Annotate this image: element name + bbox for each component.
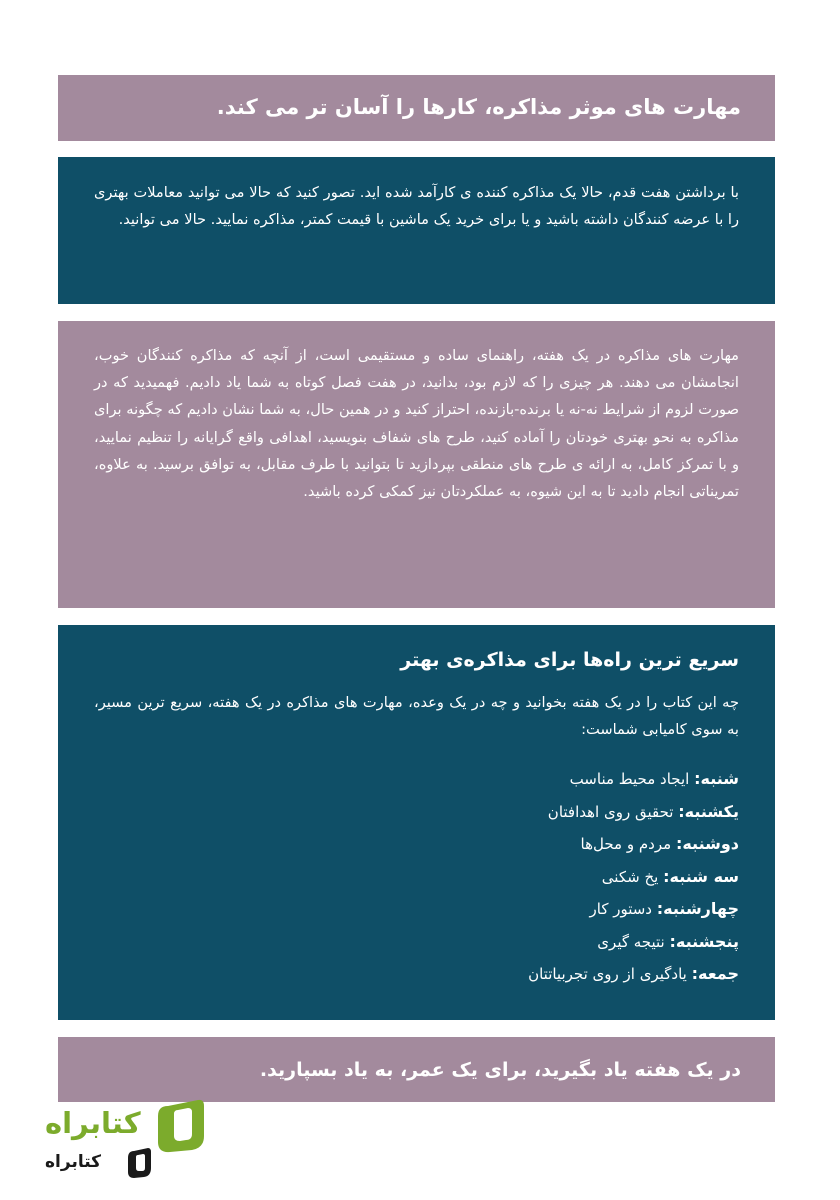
- schedule-item-thursday: [94, 926, 739, 959]
- schedule-item-friday: [94, 958, 739, 991]
- logo-wordmark-small: کتابراه: [45, 1152, 102, 1172]
- section-title: سریع ترین راه‌ها برای مذاکره‌ی بهتر: [400, 649, 739, 671]
- ketabrah-logo: [40, 1092, 220, 1192]
- fast-ways-box: [58, 625, 775, 1020]
- book-leaf-small-icon: [124, 1146, 154, 1180]
- logo-wordmark: کتابراه: [45, 1106, 141, 1140]
- book-leaf-icon: [152, 1096, 210, 1154]
- schedule-item-saturday: [94, 763, 739, 796]
- schedule-day: چهارشنبه:: [656, 899, 739, 919]
- schedule-topic: یخ شکنی: [601, 867, 659, 886]
- weekly-schedule: [94, 763, 739, 991]
- schedule-item-wednesday: [94, 893, 739, 926]
- schedule-topic: نتیجه گیری: [597, 932, 665, 951]
- schedule-item-monday: [94, 828, 739, 861]
- intro-paragraph: با برداشتن هفت قدم، حالا یک مذاکره کننده ی کارآمد شده اید. تصور کنید که حالا می توانید معاملات بهتری را با عرضه کنندگان داشته باشید و یا برای خرید یک ماشین با قیمت کمتر، مذاکره نمایید. حالا می توانید.: [94, 184, 739, 229]
- schedule-day: پنجشنبه:: [669, 931, 739, 951]
- schedule-day: دوشنبه:: [675, 834, 739, 854]
- schedule-topic: ایجاد محیط مناسب: [569, 770, 690, 789]
- title-text: مهارت های موثر مذاکره، کارها را آسان تر می کند.: [216, 95, 741, 120]
- schedule-item-tuesday: [94, 861, 739, 894]
- schedule-topic: تحقیق روی اهدافتان: [547, 802, 674, 821]
- schedule-item-sunday: [94, 796, 739, 829]
- summary-box: [58, 321, 775, 608]
- schedule-day: سه شنبه:: [663, 866, 739, 886]
- intro-box: [58, 157, 775, 304]
- schedule-topic: دستور کار: [589, 900, 652, 919]
- schedule-topic: مردم و محل‌ها: [580, 835, 672, 854]
- schedule-day: یکشنبه:: [678, 801, 739, 821]
- footer-text: در یک هفته یاد بگیرید، برای یک عمر، به یاد بسپارید.: [259, 1058, 741, 1081]
- title-banner: [58, 75, 775, 141]
- summary-paragraph: مهارت های مذاکره در یک هفته، راهنمای ساده و مستقیمی است، از آنچه که مذاکره کنندگان خوب، انجامشان می دهند. هر چیزی را که لازم بود، بدانید، در هفت فصل کوتاه به شما یاد دادیم. فهمیدید که در صورت لزوم از شرایط نه-نه یا برنده-بازنده، احتراز کنید و در همین حال، به شما نشان دادیم که چگونه برای مذاکره به نحو بهتری خودتان را آماده کنید، طرح های شفاف بنویسید، اهدافی واقع گرایانه را تنظیم نمایید، و با تمرکز کامل، به ارائه ی طرح های منطقی بپردازید تا بتوانید با طرف مقابل، به توافق برسید. به علاوه، تمریناتی انجام دادید تا به این شیوه، به عملکردتان نیز کمکی کرده باشید.: [94, 347, 739, 501]
- schedule-topic: یادگیری از روی تجربیاتتان: [528, 965, 687, 984]
- schedule-day: جمعه:: [691, 964, 739, 984]
- fast-ways-intro: چه این کتاب را در یک هفته بخوانید و چه در یک وعده، مهارت های مذاکره در یک هفته، سریع ترین مسیر، به سوی کامیابی شماست:: [94, 694, 739, 739]
- schedule-day: شنبه:: [694, 769, 739, 789]
